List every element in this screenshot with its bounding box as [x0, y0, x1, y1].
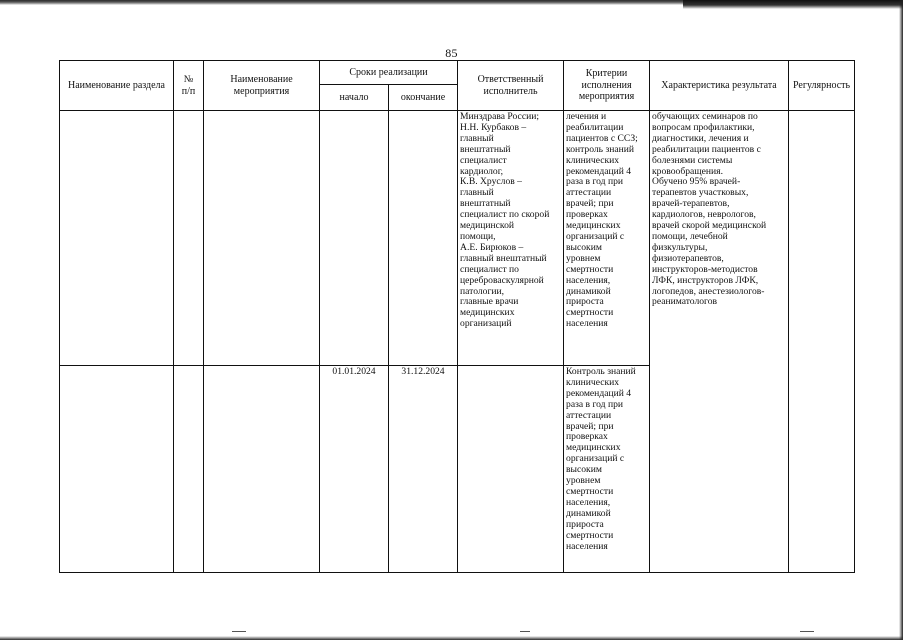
header-number-line2: п/п — [181, 85, 196, 97]
row1-section-cell — [60, 111, 174, 366]
result-line: реабилитации пациентов с — [652, 143, 761, 155]
criteria-line: проверках — [566, 431, 608, 443]
header-end: окончание — [389, 85, 458, 111]
result-line: кардиологов, неврологов, — [652, 209, 756, 221]
row1-number — [174, 111, 203, 112]
responsible-line: Минздрава России; — [460, 111, 540, 122]
criteria-line: контроль знаний — [566, 143, 635, 155]
result-line: инструкторов-методистов — [652, 263, 758, 275]
responsible-line: внештатный — [460, 143, 511, 155]
row1-result — [650, 111, 788, 308]
row1-number-cell — [174, 111, 204, 366]
criteria-line: пациентов с ССЗ; — [566, 132, 638, 144]
criteria-line: аттестации — [566, 409, 612, 421]
result-line: ЛФК, инструкторов ЛФК, — [652, 274, 759, 286]
criteria-line: населения, — [566, 274, 611, 286]
criteria-line: высоким — [566, 464, 602, 476]
criteria-line: рекомендаций 4 — [566, 387, 632, 399]
result-line: обучающих семинаров по — [652, 111, 758, 122]
scan-speck — [520, 631, 530, 632]
header-row-1 — [60, 61, 855, 85]
row2-criteria — [564, 366, 649, 552]
row2-end-cell — [389, 366, 458, 573]
row1-event — [204, 111, 319, 112]
result-line: физиотерапевтов, — [652, 252, 724, 264]
responsible-line: главный — [460, 132, 494, 144]
responsible-line: главный — [460, 187, 494, 199]
result-line: реаниматологов — [652, 296, 718, 308]
row2-section — [60, 366, 173, 367]
responsible-line: А.Е. Бирюков – — [460, 241, 524, 253]
criteria-line: медицинских — [566, 220, 621, 232]
criteria-line: уровнем — [566, 475, 601, 487]
result-line: физкультуры, — [652, 241, 708, 253]
responsible-line: медицинской — [460, 220, 514, 232]
page-number: 85 — [445, 46, 458, 60]
row2-section-cell — [60, 366, 174, 573]
criteria-line: динамикой — [566, 507, 611, 519]
responsible-line: патологии, — [460, 285, 505, 297]
row1-responsible-cell — [458, 111, 564, 366]
criteria-line: врачей; при — [566, 198, 614, 210]
result-line: кровообращения. — [652, 165, 723, 177]
criteria-line: организаций с — [566, 453, 625, 465]
row1-responsible — [458, 111, 563, 330]
criteria-line: проверках — [566, 209, 608, 221]
responsible-line: медицинских — [460, 307, 515, 319]
responsible-line: специалист — [460, 154, 507, 166]
criteria-line: высоким — [566, 241, 602, 253]
row1-result-cell — [650, 111, 789, 573]
row1-criteria-cell — [564, 111, 650, 366]
result-line: врачей-терапевтов, — [652, 198, 730, 210]
header-number-line1: № — [183, 74, 194, 85]
header-number — [174, 61, 204, 111]
result-line: врачей скорой медицинской — [652, 220, 767, 232]
row1-start-cell — [320, 111, 389, 366]
header-start: начало — [320, 85, 389, 111]
result-line: болезнями системы — [652, 154, 733, 166]
responsible-line: кардиолог, — [460, 165, 503, 177]
row1-end-cell — [389, 111, 458, 366]
scan-edge-right — [899, 0, 903, 640]
responsible-line: Н.Н. Курбаков – — [460, 121, 527, 133]
row2-end: 31.12.2024 — [401, 366, 445, 377]
row2-start-cell — [320, 366, 389, 573]
scan-edge-top-right — [683, 0, 903, 9]
criteria-line: медицинских — [566, 442, 621, 454]
scan-edge-bottom — [0, 636, 903, 640]
row1-regularity-cell — [789, 111, 855, 573]
plan-table — [59, 60, 855, 573]
criteria-line: аттестации — [566, 187, 612, 199]
result-line: помощи, лечебной — [652, 230, 728, 242]
criteria-line: реабилитации — [566, 121, 624, 133]
criteria-line: населения — [566, 318, 608, 330]
row2-criteria-cell — [564, 366, 650, 573]
result-line: терапевтов участковых, — [652, 187, 749, 199]
row2-responsible — [458, 366, 563, 367]
criteria-line: смертности — [566, 529, 614, 541]
row2-start: 01.01.2024 — [332, 366, 376, 377]
criteria-line: Контроль знаний — [566, 366, 636, 377]
criteria-line: смертности — [566, 485, 614, 497]
criteria-line: смертности — [566, 263, 614, 275]
responsible-line: организаций — [460, 318, 512, 330]
criteria-line: уровнем — [566, 252, 601, 264]
result-line: логопедов, анестезиологов- — [652, 285, 765, 297]
criteria-line: динамикой — [566, 285, 611, 297]
criteria-line: клинических — [566, 376, 620, 388]
criteria-line: раза в год при — [566, 398, 624, 410]
scan-speck — [232, 631, 246, 632]
row1-end — [389, 111, 457, 112]
row1-start — [320, 111, 388, 112]
table-row — [60, 111, 855, 366]
row2-event — [204, 366, 319, 367]
header-criteria: Критерии исполнения мероприятия — [564, 61, 650, 111]
responsible-line: специалист по — [460, 263, 519, 275]
header-section-name: Наименование раздела — [60, 61, 174, 111]
result-line: вопросам профилактики, — [652, 121, 755, 133]
criteria-line: прироста — [566, 296, 604, 308]
header-regularity: Регулярность — [789, 61, 855, 111]
responsible-line: К.В. Хруслов – — [460, 176, 522, 188]
row1-regularity — [789, 111, 854, 112]
header-responsible: Ответственный исполнитель — [458, 61, 564, 111]
criteria-line: лечения и — [566, 111, 607, 122]
row1-criteria — [564, 111, 649, 330]
criteria-line: клинических — [566, 154, 620, 166]
responsible-line: внештатный — [460, 198, 511, 210]
criteria-line: населения — [566, 540, 608, 552]
criteria-line: рекомендаций 4 — [566, 165, 632, 177]
criteria-line: раза в год при — [566, 176, 624, 188]
row2-event-cell — [204, 366, 320, 573]
criteria-line: врачей; при — [566, 420, 614, 432]
row2-responsible-cell — [458, 366, 564, 573]
result-line: диагностики, лечения и — [652, 132, 749, 144]
criteria-line: прироста — [566, 518, 604, 530]
header-event-name: Наименование мероприятия — [204, 61, 320, 111]
scan-speck — [800, 631, 814, 632]
criteria-line: организаций с — [566, 230, 625, 242]
responsible-line: главные врачи — [460, 296, 519, 308]
responsible-line: специалист по скорой — [460, 209, 550, 221]
row1-event-cell — [204, 111, 320, 366]
header-result: Характеристика результата — [650, 61, 789, 111]
responsible-line: помощи, — [460, 230, 496, 242]
criteria-line: населения, — [566, 496, 611, 508]
row1-section — [60, 111, 173, 112]
row2-number — [174, 366, 203, 367]
row2-number-cell — [174, 366, 204, 573]
responsible-line: цереброваскулярной — [460, 274, 544, 286]
criteria-line: смертности — [566, 307, 614, 319]
header-deadlines: Сроки реализации — [320, 61, 458, 85]
responsible-line: главный внештатный — [460, 252, 547, 264]
result-line: Обучено 95% врачей- — [652, 176, 741, 188]
